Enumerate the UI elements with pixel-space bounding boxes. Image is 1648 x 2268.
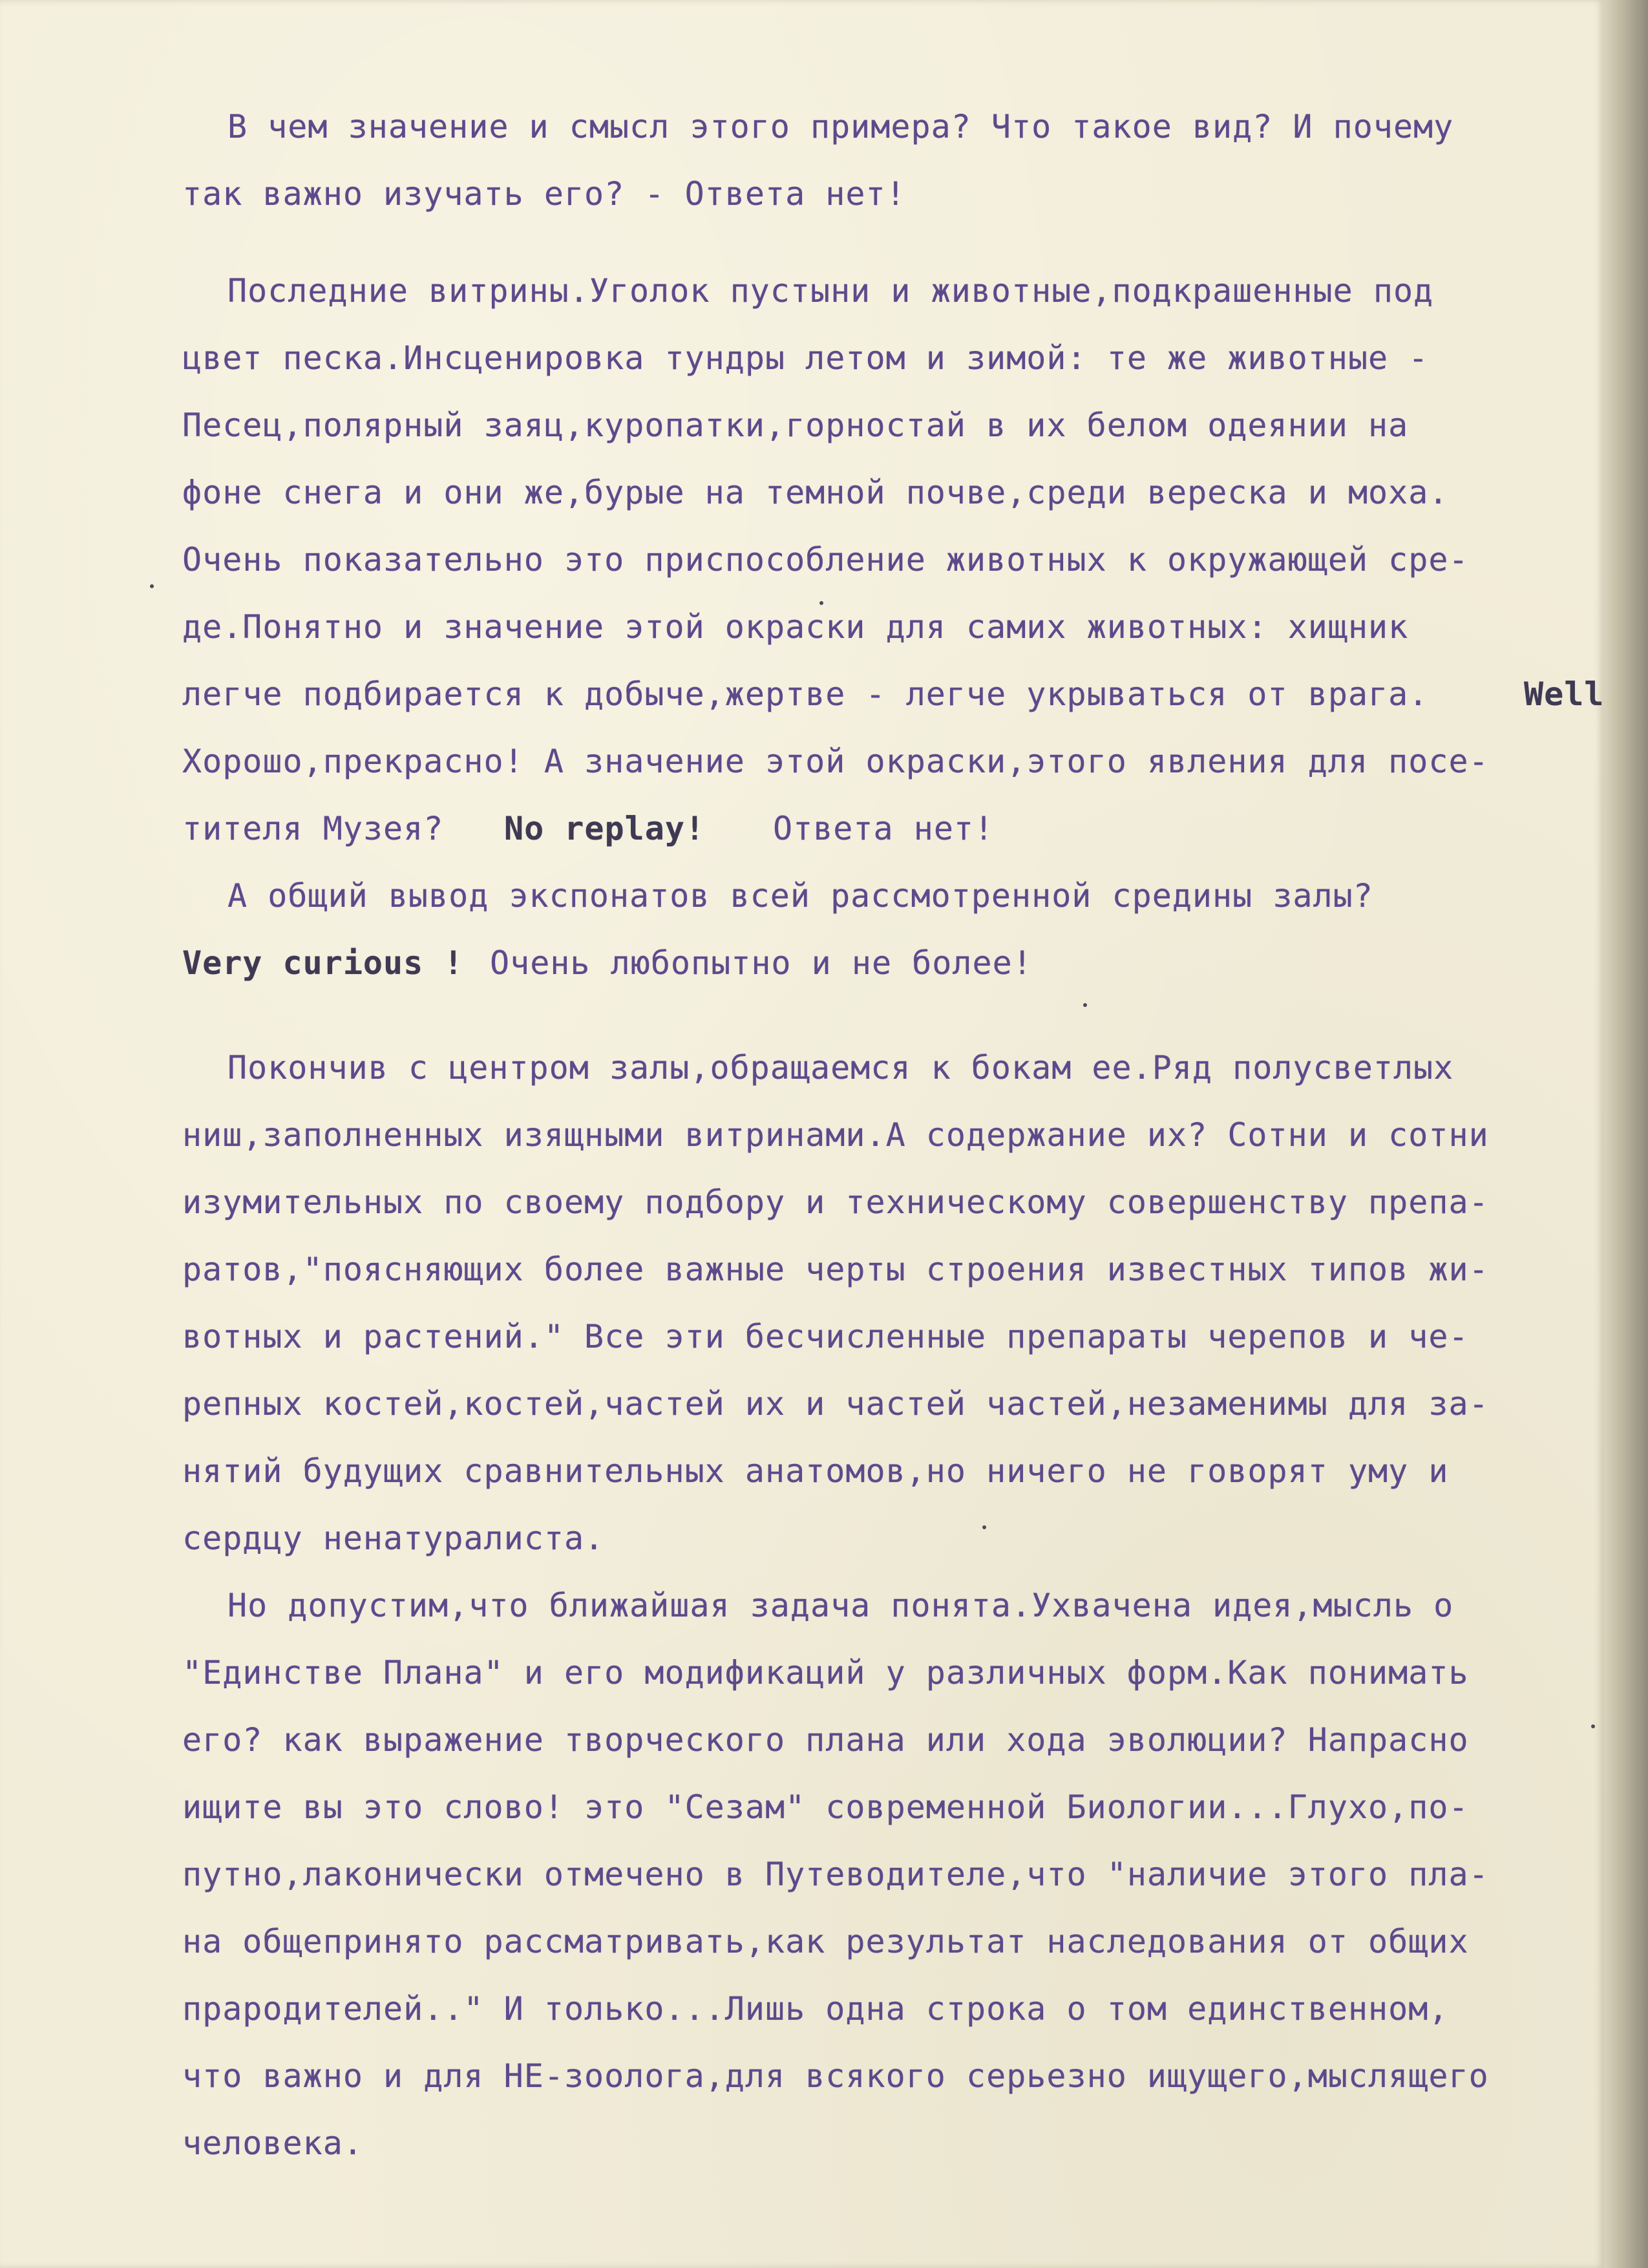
ink-speck	[982, 1525, 986, 1529]
page-edge	[1604, 0, 1648, 2268]
text-line: что важно и для НЕ-зоолога,для всякого серьезно ищущего,мыслящего	[182, 2057, 1489, 2095]
text-line: фоне снега и они же,бурые на темной почве,среди вереска и моха.	[182, 474, 1449, 511]
text-line: нятий будущих сравнительных анатомов,но ничего не говорят уму и	[182, 1452, 1449, 1490]
latin-annotation: No replay!	[504, 810, 706, 847]
text-line: Хорошо,прекрасно! А значение этой окраски,этого явления для посе-	[182, 743, 1489, 780]
text-line: тителя Музея?	[182, 810, 444, 847]
text-line: Очень показательно это приспособление животных к окружающей сре-	[182, 541, 1469, 578]
text-line: ниш,заполненных изящными витринами.А содержание их? Сотни и сотни	[182, 1116, 1489, 1154]
text-line: репных костей,костей,частей их и частей частей,незаменимы для за-	[182, 1385, 1489, 1423]
text-line: Песец,полярный заяц,куропатки,горностай в их белом одеянии на	[182, 407, 1409, 444]
text-line: де.Понятно и значение этой окраски для самих животных: хищник	[182, 608, 1409, 646]
text-line: прародителей.." И только...Лишь одна строка о том единственном,	[182, 1990, 1449, 2028]
ink-speck	[1591, 1724, 1595, 1728]
latin-annotation: Well	[1524, 675, 1605, 713]
text-line: сердцу ненатуралиста.	[182, 1520, 605, 1557]
text-line: ищите вы это слово! это "Сезам" современной Биологии...Глухо,по-	[182, 1788, 1469, 1826]
text-line: "Единстве Плана" и его модификаций у различных форм.Как понимать	[182, 1654, 1469, 1691]
text-line: человека.	[182, 2125, 363, 2162]
text-line: вотных и растений." Все эти бесчисленные препараты черепов и че-	[182, 1318, 1469, 1355]
ink-speck	[819, 601, 823, 605]
text-line: ратов,"поясняющих более важные черты строения известных типов жи-	[182, 1251, 1489, 1288]
ink-speck	[150, 584, 154, 588]
text-line: В чем значение и смысл этого примера? Что такое вид? И почему	[227, 108, 1454, 145]
text-line: Покончив с центром залы,обращаемся к бокам ее.Ряд полусветлых	[227, 1049, 1454, 1086]
text-line: так важно изучать его? - Ответа нет!	[182, 175, 906, 213]
text-line: изумительных по своему подбору и техническому совершенству препа-	[182, 1183, 1489, 1221]
text-line: А общий вывод экспонатов всей рассмотренной средины залы?	[227, 877, 1373, 915]
text-line: Последние витрины.Уголок пустыни и животные,подкрашенные под	[227, 272, 1434, 310]
text-line: Очень любопытно и не более!	[490, 944, 1033, 982]
text-line: на общепринято рассматривать,как результат наследования от общих	[182, 1923, 1469, 1960]
text-line: легче подбирается к добыче,жертве - легче укрываться от врага.	[182, 675, 1429, 713]
ink-speck	[1083, 1003, 1087, 1007]
text-line: Но допустим,что ближайшая задача понята.Ухвачена идея,мысль о	[227, 1587, 1454, 1624]
text-line: цвет песка.Инсценировка тундры летом и зимой: те же животные -	[182, 339, 1429, 377]
text-line: путно,лаконически отмечено в Путеводителе,что "наличие этого пла-	[182, 1856, 1489, 1893]
latin-annotation: Very curious !	[182, 944, 464, 982]
text-line: его? как выражение творческого плана или хода эволюции? Напрасно	[182, 1721, 1469, 1759]
text-line: Ответа нет!	[773, 810, 995, 847]
